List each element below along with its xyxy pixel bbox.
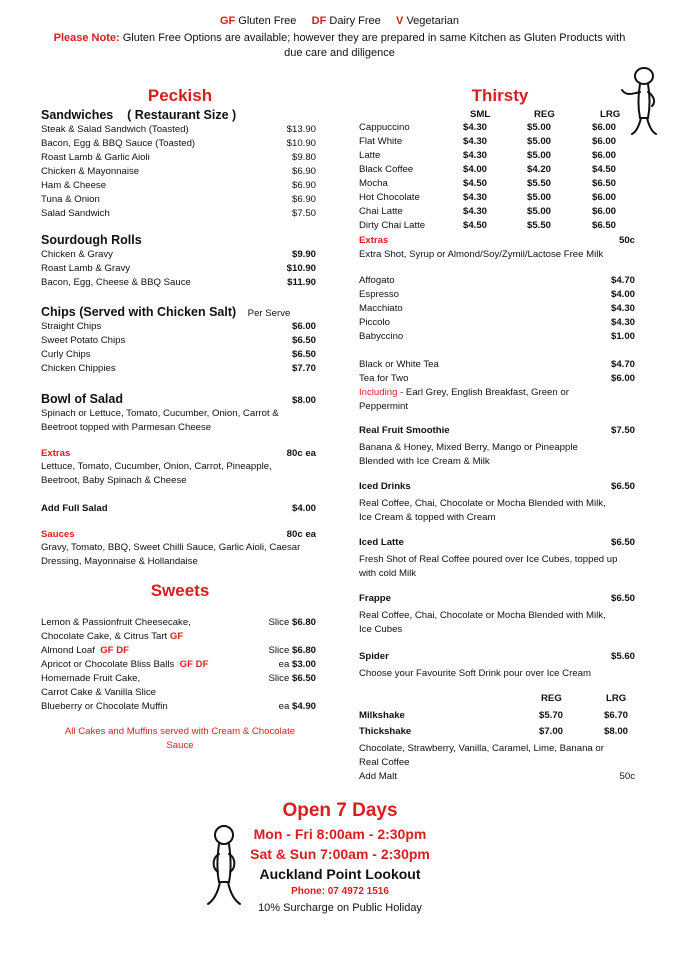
location-name: Auckland Point Lookout <box>259 866 421 882</box>
special-desc-2: with cold Milk <box>359 568 417 579</box>
special-price: $5.60 <box>610 651 635 662</box>
small-drink-name: Affogato <box>359 275 395 286</box>
chips-heading <box>41 305 290 319</box>
sandwich-price: $6.90 <box>291 194 316 205</box>
tea-name: Black or White Tea <box>359 359 439 370</box>
tea-including-line <box>359 387 569 398</box>
milkshake-reg: $5.70 <box>539 710 564 721</box>
sweet-lemon-name-1: Lemon & Passionfruit Cheesecake, <box>41 617 191 628</box>
v-label: Vegetarian <box>406 15 460 27</box>
coffee-lrg: $6.00 <box>592 206 617 217</box>
special-desc-2: Ice Cream & topped with Cream <box>359 512 496 523</box>
coffee-sml: $4.50 <box>463 178 488 189</box>
rolls-heading: Sourdough Rolls <box>41 233 142 247</box>
open-days: Open 7 Days <box>282 800 398 821</box>
special-title: Spider <box>359 651 389 662</box>
sweet-fruit-price-line <box>230 673 316 684</box>
sandwich-name: Chicken & Mayonnaise <box>41 166 140 177</box>
sandwich-price: $13.90 <box>286 124 316 135</box>
sweets-note-1: All Cakes and Muffins served with Cream & Chocolate <box>64 726 296 737</box>
coffee-lrg: $4.50 <box>592 164 617 175</box>
coffee-sml: $4.30 <box>463 206 488 217</box>
sweet-muffin-unit: ea <box>278 701 290 712</box>
df-code: DF <box>311 15 327 27</box>
add-malt-label: Add Malt <box>359 771 397 782</box>
please-note <box>0 32 679 44</box>
diet-legend <box>0 15 679 27</box>
drink-extras-desc: Extra Shot, Syrup or Almond/Soy/Zymil/Lactose Free Milk <box>359 249 604 260</box>
sweet-muffin-name: Blueberry or Chocolate Muffin <box>41 701 168 712</box>
sweet-bliss-price: $3.00 <box>291 659 316 670</box>
note-text: Gluten Free Options are available; however they are prepared in same Kitchen as Gluten Products with <box>122 32 626 44</box>
sauces-label: Sauces <box>41 529 75 540</box>
special-title: Iced Drinks <box>359 481 411 492</box>
salad-desc-1: Spinach or Lettuce, Tomato, Cucumber, Onion, Carrot & <box>41 408 279 419</box>
sandwiches-title: Sandwiches <box>41 108 114 122</box>
thirsty-heading: Thirsty <box>471 86 529 105</box>
special-title: Frappe <box>359 593 391 604</box>
chips-per-serve: Per Serve <box>247 308 291 319</box>
tea-price: $6.00 <box>610 373 635 384</box>
holiday-surcharge: 10% Surcharge on Public Holiday <box>258 902 422 914</box>
chips-name: Straight Chips <box>41 321 102 332</box>
drink-extras-label: Extras <box>359 235 389 246</box>
shake-flavours-1: Chocolate, Strawberry, Vanilla, Caramel, Lime, Banana or <box>359 743 604 754</box>
chips-price: $6.50 <box>291 349 316 360</box>
salad-heading: Bowl of Salad <box>41 392 123 406</box>
sauces-desc-1: Gravy, Tomato, BBQ, Sweet Chilli Sauce, Garlic Aioli, Caesar <box>41 542 301 553</box>
sandwich-name: Bacon, Egg & BBQ Sauce (Toasted) <box>41 138 196 149</box>
extras-desc-1: Lettuce, Tomato, Cucumber, Onion, Carrot, Pineapple, <box>41 461 272 472</box>
coffee-name: Chai Latte <box>359 206 403 217</box>
sweet-bliss-line <box>41 659 208 670</box>
tea-price: $4.70 <box>610 359 635 370</box>
special-desc-2: Blended with Ice Cream & Milk <box>359 456 490 467</box>
sweet-lemon-name-2: Chocolate Cake, & Citrus Tart <box>41 631 168 642</box>
tea-including-label: Including <box>359 387 398 398</box>
sweet-lemon-unit: Slice <box>268 617 290 628</box>
special-desc-1: Banana & Honey, Mixed Berry, Mango or Pineapple <box>359 442 578 453</box>
gf-label: Gluten Free <box>238 15 297 27</box>
sweet-fruit-name-1: Homemade Fruit Cake, <box>41 673 141 684</box>
coffee-sml: $4.00 <box>463 164 488 175</box>
sandwich-name: Roast Lamb & Garlic Aioli <box>41 152 150 163</box>
salad-price: $8.00 <box>291 395 316 406</box>
hours-weekend: Sat & Sun 7:00am - 2:30pm <box>250 846 430 862</box>
sweet-lemon-tag: GF <box>169 631 184 642</box>
special-desc-1: Fresh Shot of Real Coffee poured over Ice Cubes, topped up <box>359 554 618 565</box>
coffee-lrg: $6.00 <box>592 192 617 203</box>
sweet-fruit-unit: Slice <box>268 673 290 684</box>
sandwich-price: $7.50 <box>291 208 316 219</box>
col-reg: REG <box>534 109 555 120</box>
roll-price: $10.90 <box>286 263 316 274</box>
df-label: Dairy Free <box>329 15 381 27</box>
sandwich-price: $6.90 <box>291 166 316 177</box>
sweet-bliss-tag: GF DF <box>179 659 209 670</box>
col-lrg: LRG <box>600 109 621 120</box>
coffee-sml: $4.30 <box>463 122 488 133</box>
coffee-lrg: $6.00 <box>592 122 617 133</box>
coffee-sml: $4.30 <box>463 192 488 203</box>
chips-name: Sweet Potato Chips <box>41 335 126 346</box>
roll-price: $9.90 <box>291 249 316 260</box>
coffee-reg: $5.50 <box>527 178 552 189</box>
chips-price: $6.50 <box>291 335 316 346</box>
special-price: $7.50 <box>610 425 635 436</box>
coffee-lrg: $6.00 <box>592 150 617 161</box>
small-drink-price: $4.30 <box>610 303 635 314</box>
sandwich-name: Steak & Salad Sandwich (Toasted) <box>41 124 189 135</box>
coffee-reg: $4.20 <box>527 164 552 175</box>
coffee-reg: $5.50 <box>527 220 552 231</box>
small-drink-price: $4.70 <box>610 275 635 286</box>
gf-code: GF <box>219 15 236 27</box>
extras-price: 80c ea <box>286 448 316 459</box>
sandwich-price: $6.90 <box>291 180 316 191</box>
coffee-name: Cappuccino <box>359 122 410 133</box>
sweet-muffin-price-line <box>230 701 316 712</box>
note-label: Please Note: <box>53 32 120 44</box>
coffee-reg: $5.00 <box>527 136 552 147</box>
coffee-reg: $5.00 <box>527 122 552 133</box>
coffee-name: Latte <box>359 150 381 161</box>
sandwich-name: Tuna & Onion <box>41 194 100 205</box>
coffee-name: Mocha <box>359 178 388 189</box>
small-drink-name: Babyccino <box>359 331 404 342</box>
tea-including-text-2: Peppermint <box>359 401 409 412</box>
chips-price: $6.00 <box>291 321 316 332</box>
chips-name: Chicken Chippies <box>41 363 116 374</box>
col-sml: SML <box>470 109 491 120</box>
tea-name: Tea for Two <box>359 373 409 384</box>
coffee-reg: $5.00 <box>527 192 552 203</box>
roll-name: Bacon, Egg, Cheese & BBQ Sauce <box>41 277 191 288</box>
sweet-lemon-price-line <box>230 617 316 628</box>
shake-col-lrg: LRG <box>606 693 627 704</box>
sweet-muffin-price: $4.90 <box>291 701 316 712</box>
small-drink-price: $4.30 <box>610 317 635 328</box>
thickshake-lrg: $8.00 <box>604 726 629 737</box>
roll-name: Roast Lamb & Gravy <box>41 263 131 274</box>
drink-extras-price: 50c <box>618 235 635 246</box>
coffee-sml: $4.30 <box>463 136 488 147</box>
sweet-bliss-unit: ea <box>278 659 290 670</box>
thickshake-label: Thickshake <box>359 726 412 737</box>
coffee-sml: $4.30 <box>463 150 488 161</box>
coffee-reg: $5.00 <box>527 150 552 161</box>
sweet-bliss-price-line <box>230 659 316 670</box>
full-salad-price: $4.00 <box>291 503 316 514</box>
sweet-almond-name: Almond Loaf <box>41 645 95 656</box>
shake-col-reg: REG <box>541 693 562 704</box>
special-desc-2: Ice Cubes <box>359 624 403 635</box>
phone-number: Phone: 07 4972 1516 <box>291 886 389 897</box>
special-price: $6.50 <box>610 537 635 548</box>
full-salad-label: Add Full Salad <box>41 503 108 514</box>
sweet-fruit-name-2: Carrot Cake & Vanilla Slice <box>41 687 156 698</box>
sweet-bliss-name: Apricot or Chocolate Bliss Balls <box>41 659 175 670</box>
sandwich-name: Salad Sandwich <box>41 208 110 219</box>
sweet-almond-price: $6.80 <box>291 645 316 656</box>
sauces-price: 80c ea <box>286 529 316 540</box>
sandwich-price: $10.90 <box>286 138 316 149</box>
peckish-heading: Peckish <box>147 86 213 105</box>
special-title: Real Fruit Smoothie <box>359 425 450 436</box>
special-title: Iced Latte <box>359 537 404 548</box>
hours-weekday: Mon - Fri 8:00am - 2:30pm <box>253 826 427 842</box>
sandwich-name: Ham & Cheese <box>41 180 107 191</box>
small-drink-name: Piccolo <box>359 317 390 328</box>
sweet-almond-tag: GF DF <box>100 645 129 656</box>
coffee-lrg: $6.50 <box>592 220 617 231</box>
special-price: $6.50 <box>610 593 635 604</box>
small-drink-name: Macchiato <box>359 303 403 314</box>
shake-flavours-2: Real Coffee <box>359 757 410 768</box>
v-code: V <box>396 15 404 27</box>
sweets-note-2: Sauce <box>166 740 194 751</box>
sweet-almond-line <box>41 645 129 656</box>
coffee-sml: $4.50 <box>463 220 488 231</box>
roll-price: $11.90 <box>287 277 316 288</box>
extras-desc-2: Beetroot, Baby Spinach & Cheese <box>41 475 187 486</box>
coffee-name: Black Coffee <box>359 164 414 175</box>
sandwiches-sub: ( Restaurant Size ) <box>127 108 237 122</box>
sweet-fruit-price: $6.50 <box>291 673 316 684</box>
milkshake-label: Milkshake <box>359 710 405 721</box>
stick-figure-icon <box>612 66 664 138</box>
add-malt-price: 50c <box>619 771 635 782</box>
chips-title: Chips (Served with Chicken Salt) <box>41 305 237 319</box>
small-drink-price: $1.00 <box>610 331 635 342</box>
thickshake-reg: $7.00 <box>539 726 564 737</box>
sweet-almond-price-line <box>230 645 316 656</box>
special-desc-1: Real Coffee, Chai, Chocolate or Mocha Blended with Milk, <box>359 498 606 509</box>
special-desc-1: Choose your Favourite Soft Drink pour over Ice Cream <box>359 668 591 679</box>
coffee-name: Flat White <box>359 136 403 147</box>
roll-name: Chicken & Gravy <box>41 249 113 260</box>
sandwiches-heading <box>41 108 236 122</box>
small-drink-price: $4.00 <box>610 289 635 300</box>
chips-price: $7.70 <box>291 363 316 374</box>
salad-desc-2: Beetroot topped with Parmesan Cheese <box>41 422 212 433</box>
special-desc-1: Real Coffee, Chai, Chocolate or Mocha Blended with Milk, <box>359 610 606 621</box>
tea-including-text: - Earl Grey, English Breakfast, Green or <box>397 387 569 398</box>
sweets-heading: Sweets <box>150 581 210 600</box>
special-price: $6.50 <box>610 481 635 492</box>
coffee-name: Hot Chocolate <box>359 192 420 203</box>
small-drink-name: Espresso <box>359 289 399 300</box>
milkshake-lrg: $6.70 <box>604 710 629 721</box>
sauces-desc-2: Dressing, Mayonnaise & Hollandaise <box>41 556 198 567</box>
sandwich-price: $9.80 <box>291 152 316 163</box>
coffee-lrg: $6.50 <box>592 178 617 189</box>
coffee-name: Dirty Chai Latte <box>359 220 426 231</box>
note-text-2: due care and diligence <box>284 47 395 59</box>
coffee-reg: $5.00 <box>527 206 552 217</box>
sweet-almond-unit: Slice <box>268 645 290 656</box>
coffee-lrg: $6.00 <box>592 136 617 147</box>
sweet-lemon-price: $6.80 <box>291 617 316 628</box>
chips-name: Curly Chips <box>41 349 91 360</box>
extras-label: Extras <box>41 448 71 459</box>
sweet-lemon-name-2-line <box>41 631 183 642</box>
